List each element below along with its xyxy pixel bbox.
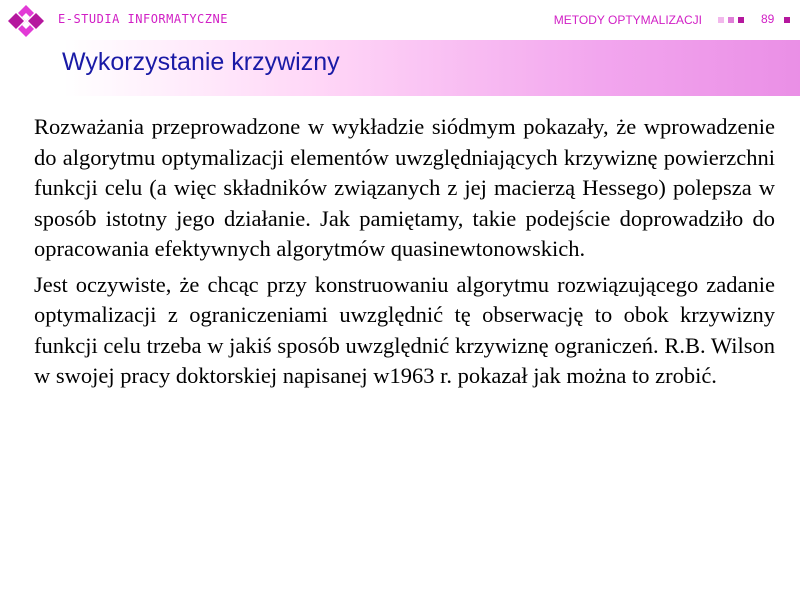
page-number: 89 bbox=[761, 12, 775, 26]
slide-body bbox=[34, 112, 775, 397]
logo-icon bbox=[6, 3, 46, 37]
square-icon bbox=[738, 17, 744, 23]
course-name: METODY OPTYMALIZACJI bbox=[553, 13, 702, 27]
square-icon bbox=[784, 17, 790, 23]
paragraph: Rozważania przeprowadzone w wykładzie siódmym pokazały, że wprowadzenie do algorytmu optymalizacji elementów uwzględniających krzywiznę powierzchni funkcji celu (a więc składników związanych z jej macierzą Hessego) polepsza w sposób istotny jego działanie. Jak pamiętamy, takie podejście doprowadziło do opracowania efektywnych algorytmów quasinewtonowskich. bbox=[34, 114, 775, 261]
paragraph: Jest oczywiste, że chcąc przy konstruowaniu algorytmu rozwiązującego zadanie optymalizacji z ograniczeniami uwzględnić tę obserwację to obok krzywizny funkcji celu trzeba w jakiś sposób uwzględnić krzywiznę ograniczeń. R.B. Wilson w swojej pracy doktorskiej napisanej w1963 r. pokazał jak można to zrobić. bbox=[34, 271, 775, 388]
square-icon bbox=[728, 17, 734, 23]
slide-title: Wykorzystanie krzywizny bbox=[62, 48, 340, 76]
decorative-squares bbox=[718, 17, 744, 23]
brand-name: E-STUDIA INFORMATYCZNE bbox=[58, 12, 228, 26]
square-icon bbox=[718, 17, 724, 23]
